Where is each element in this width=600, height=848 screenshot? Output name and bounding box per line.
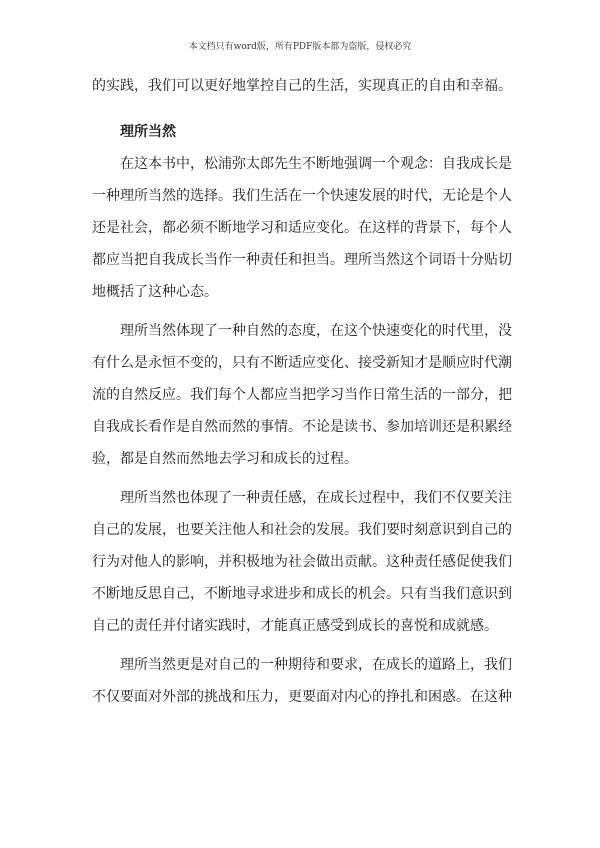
body-paragraph-2: 理所当然体现了一种自然的态度，在这个快速变化的时代里，没有什么是永恒不变的，只有不断适应变化、接受新知才是顺应时代潮流的自然反应。我们每个人都应当把学习当作日常生活的一部分，把自我成长看作是自然而然的事情。不论是读书、参加培训还是积累经验，都是自然而然地去学习和成长的过程。 bbox=[92, 323, 512, 467]
document-body bbox=[92, 70, 512, 713]
section-heading: 理所当然 bbox=[120, 124, 176, 140]
lead-paragraph: 的实践，我们可以更好地掌控自己的生活，实现真正的自由和幸福。 bbox=[92, 78, 512, 94]
body-paragraph-4: 理所当然更是对自己的一种期待和要求，在成长的道路上，我们不仅要面对外部的挑战和压力，更要面对内心的挣扎和困惑。在这种 bbox=[92, 657, 512, 705]
body-paragraph-1: 在这本书中，松浦弥太郎先生不断地强调一个观念：自我成长是一种理所当然的选择。我们生活在一个快速发展的时代，无论是个人还是社会，都必须不断地学习和适应变化。在这样的背景下，每个人都应当把自我成长当作一种责任和担当。理所当然这个词语十分贴切地概括了这种心态。 bbox=[92, 156, 512, 300]
body-paragraph-3: 理所当然也体现了一种责任感，在成长过程中，我们不仅要关注自己的发展，也要关注他人和社会的发展。我们要时刻意识到自己的行为对他人的影响，并积极地为社会做出贡献。这种责任感促使我们不断地反思自己，不断地寻求进步和成长的机会。只有当我们意识到自己的责任并付诸实践时，才能真正感受到成长的喜悦和成就感。 bbox=[92, 490, 512, 634]
document-header-notice: 本文档只有word版，所有PDF版本都为盗版，侵权必究 bbox=[188, 42, 412, 52]
